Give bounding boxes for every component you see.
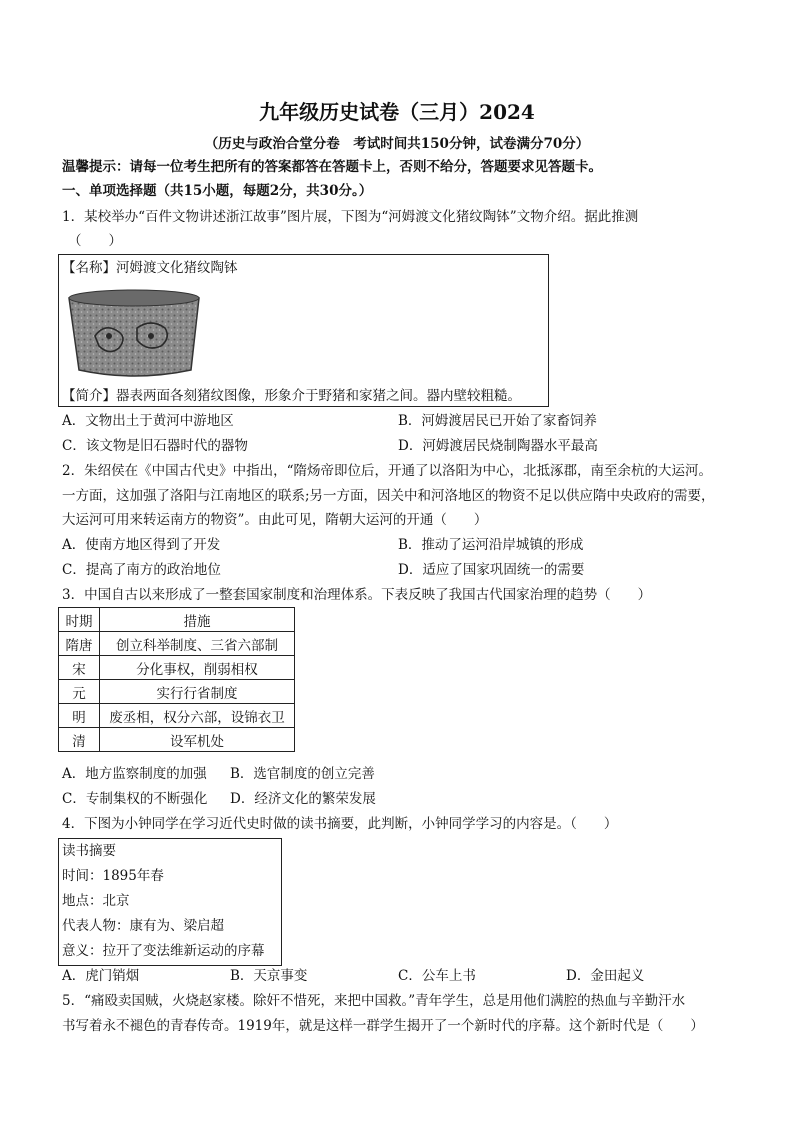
q4-notes-significance: 意义：拉开了变法维新运动的序幕 (62, 943, 265, 959)
q4-option-a[interactable]: A．虎门销烟 (62, 968, 140, 984)
q4-stem: 4．下图为小钟同学在学习近代史时做的读书摘要，此判断，小钟同学学习的内容是。（ ） (62, 816, 618, 832)
q2-option-c[interactable]: C．提高了南方的政治地位 (62, 562, 221, 578)
q1-card-intro: 【简介】器表两面各刻猪纹图像，形象介于野猪和家猪之间。器内壁较粗糙。 (62, 388, 521, 404)
table-cell-period: 清 (59, 728, 100, 752)
q3-option-a[interactable]: A．地方监察制度的加强 (62, 766, 207, 782)
q3-option-d[interactable]: D．经济文化的繁荣发展 (230, 791, 376, 807)
q2-stem-line3: 大运河可用来转运南方的物资”。由此可见，隋朝大运河的开通（ ） (62, 512, 488, 528)
q1-option-a[interactable]: A．文物出土于黄河中游地区 (62, 413, 234, 429)
exam-title: 九年级历史试卷（三月）2024 (259, 100, 535, 124)
q4-option-d[interactable]: D．金田起义 (566, 968, 645, 984)
q4-notes-people: 代表人物：康有为、梁启超 (62, 918, 224, 934)
table-row (59, 680, 295, 704)
table-cell-period: 隋唐 (59, 632, 100, 656)
q2-option-d[interactable]: D．适应了国家巩固统一的需要 (398, 562, 585, 578)
table-row (59, 728, 295, 752)
q2-stem-line2: 一方面，这加强了洛阳与江南地区的联系;另一方面，因关中和河洛地区的物资不足以供应隋中央政府的需要， (62, 488, 715, 504)
q4-option-b[interactable]: B．天京事变 (230, 968, 308, 984)
table-cell-period: 宋 (59, 656, 100, 680)
pottery-bowl-image (65, 284, 203, 384)
table-row (59, 656, 295, 680)
q2-stem-line1: 2．朱绍侯在《中国古代史》中指出，“隋炀帝即位后，开通了以洛阳为中心，北抵涿郡，南至余杭的大运河。 (62, 463, 712, 479)
table-cell-period: 明 (59, 704, 100, 728)
q4-notes-time: 时间：1895年春 (62, 868, 164, 884)
q4-notes-place: 地点：北京 (62, 893, 130, 909)
q1-stem-line2: （ ） (68, 233, 122, 249)
q1-card-name: 【名称】河姆渡文化猪纹陶钵 (62, 260, 238, 276)
table-header-period: 时期 (59, 608, 100, 632)
q3-option-b[interactable]: B．选官制度的创立完善 (230, 766, 375, 782)
table-cell-period: 元 (59, 680, 100, 704)
table-header-row (59, 608, 295, 632)
table-row (59, 704, 295, 728)
q3-option-c[interactable]: C．专制集权的不断强化 (62, 791, 208, 807)
q4-option-c[interactable]: C．公车上书 (398, 968, 476, 984)
q1-option-c[interactable]: C．该文物是旧石器时代的器物 (62, 438, 248, 454)
q3-governance-table (58, 607, 295, 752)
q2-option-b[interactable]: B．推动了运河沿岸城镇的形成 (398, 537, 584, 553)
q3-stem: 3．中国自古以来形成了一整套国家制度和治理体系。下表反映了我国古代国家治理的趋势（ ） (62, 587, 652, 603)
q2-option-a[interactable]: A．使南方地区得到了开发 (62, 537, 221, 553)
table-row (59, 632, 295, 656)
q4-notes-title: 读书摘要 (62, 843, 116, 859)
section-heading: 一、单项选择题（共15小题，每题2分，共30分。） (62, 183, 373, 199)
q1-option-d[interactable]: D．河姆渡居民烧制陶器水平最高 (398, 438, 598, 454)
q1-option-b[interactable]: B．河姆渡居民已开始了家畜饲养 (398, 413, 597, 429)
reminder-text: 温馨提示：请每一位考生把所有的答案都答在答题卡上，否则不给分，答题要求见答题卡。 (62, 159, 602, 175)
table-cell-measure: 创立科举制度、三省六部制 (100, 632, 295, 656)
q1-stem-line1: 1．某校举办“百件文物讲述浙江故事”图片展，下图为“河姆渡文化猪纹陶钵”文物介绍。据此推测 (62, 209, 639, 225)
table-header-measure: 措施 (100, 608, 295, 632)
q5-stem-line1: 5．“痛殴卖国贼，火烧赵家楼。除奸不惜死，来把中国救。”青年学生，总是用他们满腔的热血与辛勤汗水 (62, 993, 686, 1009)
q5-stem-line2: 书写着永不褪色的青春传奇。1919年，就是这样一群学生揭开了一个新时代的序幕。这个新时代是（ ） (62, 1018, 704, 1034)
table-cell-measure: 实行行省制度 (100, 680, 295, 704)
table-cell-measure: 废丞相，权分六部，设锦衣卫 (100, 704, 295, 728)
exam-subtitle: （历史与政治合堂分卷 考试时间共150分钟，试卷满分70分） (204, 136, 590, 152)
table-cell-measure: 分化事权，削弱相权 (100, 656, 295, 680)
table-cell-measure: 设军机处 (100, 728, 295, 752)
